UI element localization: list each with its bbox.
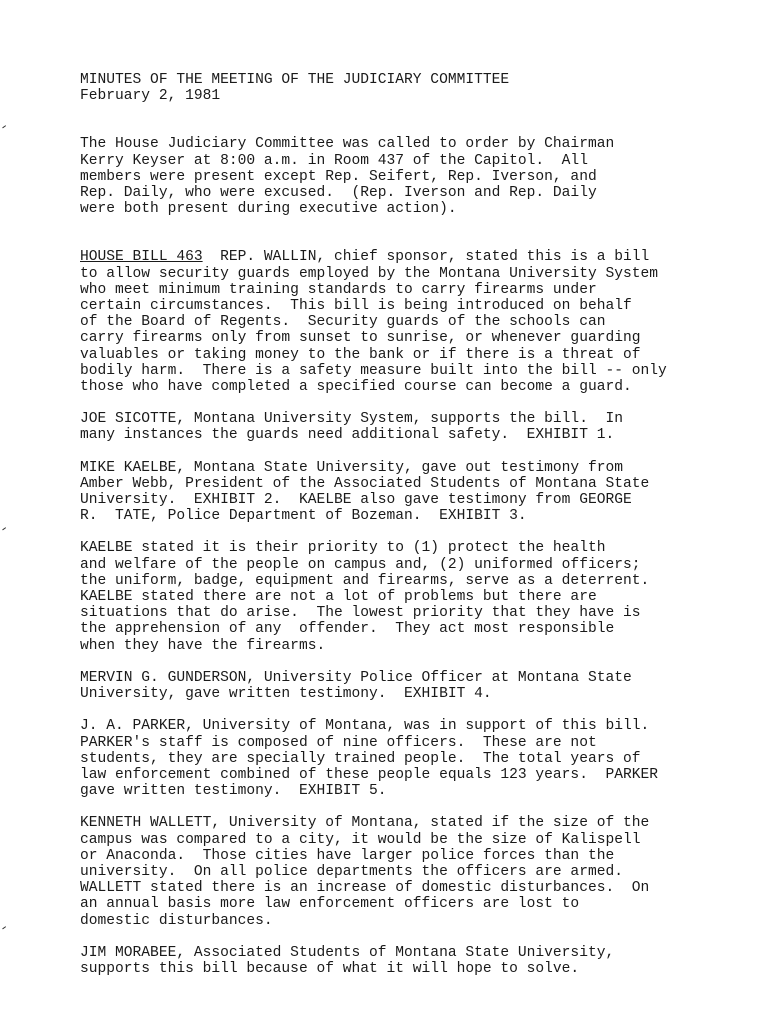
document-header [80, 72, 740, 104]
bill-paragraph [80, 249, 740, 395]
testimony-wallett: KENNETH WALLETT, University of Montana, stated if the size of the campus was compared to a city, it would be the size of Kalispell or Anaconda. Those cities have larger police forces than the university. On all police departments the officers are armed. WALLETT stated there is an increase of domestic disturbances. On an annual basis more law enforcement officers are lost to domestic disturbances. [80, 815, 650, 929]
testimony-kaelbe: MIKE KAELBE, Montana State University, gave out testimony from Amber Webb, President of the Associated Students of Montana State University. EXHIBIT 2. KAELBE also gave testimony from GEORGE R. TATE, Police Department of Bozeman. EXHIBIT 3. [80, 459, 650, 525]
scan-mark [2, 527, 8, 533]
scan-mark [2, 926, 8, 932]
intro-paragraph: The House Judiciary Committee was called to order by Chairman Kerry Keyser at 8:00 a.m. in Room 437 of the Capitol. All members were present except Rep. Seifert, Rep. Iverson, and Rep. Daily, who were excused. (Rep. Iverson and Rep. Daily were both present during executive action). [80, 136, 615, 218]
testimony-kaelbe-priorities: KAELBE stated it is their priority to (1) protect the health and welfare of the people on campus and, (2) uniformed officers; the uniform, badge, equipment and firearms, serve as a deterrent. KAELBE stated there are not a lot of problems but there are situations that do arise. The lowest priority that they have is the apprehension of any offender. They act most responsible when they have the firearms. [80, 540, 650, 654]
testimony-morabee: JIM MORABEE, Associated Students of Montana State University, supports this bill because of what it will hope to solve. [80, 944, 615, 977]
document-page [80, 72, 740, 977]
document-date: February 2, 1981 [80, 88, 221, 105]
bill-reference: HOUSE BILL 463 [80, 249, 203, 266]
testimony-gunderson: MERVIN G. GUNDERSON, University Police Officer at Montana State University, gave written testimony. EXHIBIT 4. [80, 669, 632, 703]
testimony-sicotte: JOE SICOTTE, Montana University System, supports the bill. In many instances the guards need additional safety. EXHIBIT 1. [80, 411, 623, 444]
testimony-parker: J. A. PARKER, University of Montana, was in support of this bill. PARKER's staff is composed of nine officers. These are not students, they are specially trained people. The total years of law enforcement combined of these people equals 123 years. PARKER gave written testimony. EXHIBIT 5. [80, 718, 659, 800]
bill-text: REP. WALLIN, chief sponsor, stated this is a bill to allow security guards employed by the Montana University System who meet minimum training standards to carry firearms under certain circumstances. This bill is being introduced on behalf of the Board of Regents. Security guards of the schools can carry firearms only from sunset to sunrise, or whenever guarding valuables or taking money to the bank or if there is a threat of bodily harm. There is a safety measure built into the bill -- only those who have completed a specified course can become a guard. [80, 249, 667, 396]
document-title: MINUTES OF THE MEETING OF THE JUDICIARY COMMITTEE [80, 72, 510, 88]
scan-mark [2, 125, 8, 131]
